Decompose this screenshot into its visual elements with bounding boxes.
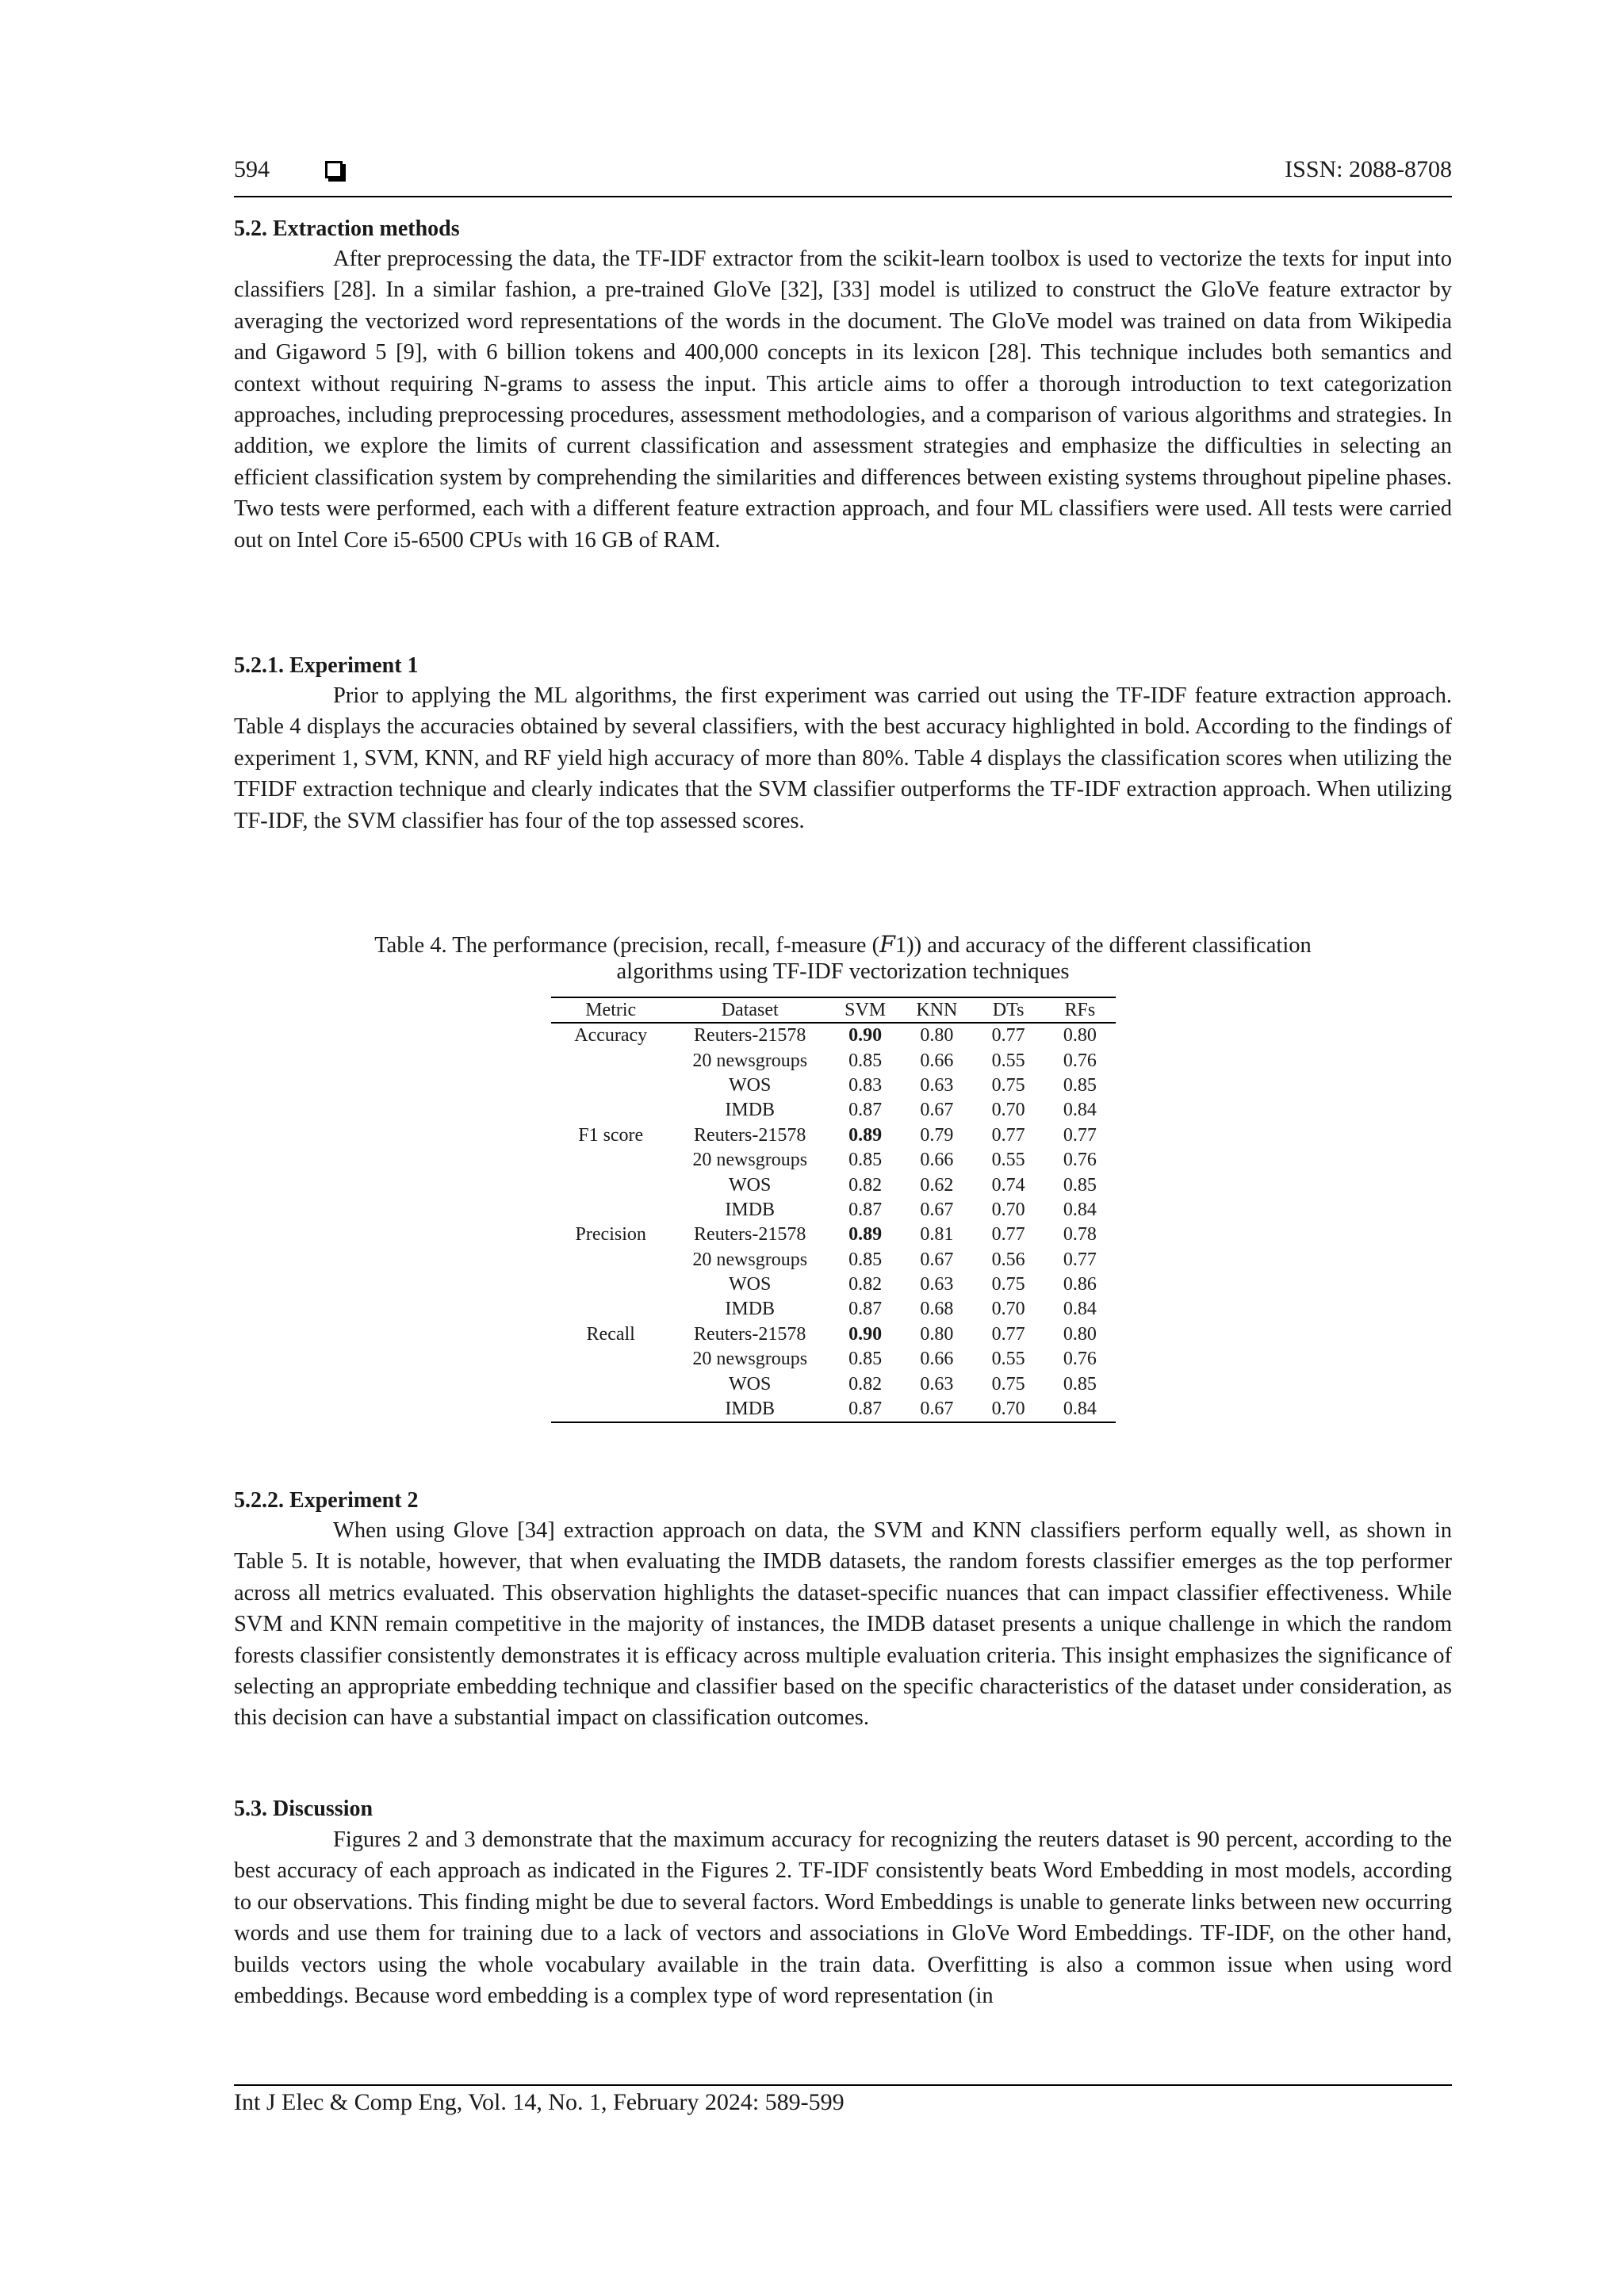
cell-dataset: WOS: [729, 1174, 772, 1196]
cell-rfs: 0.76: [1063, 1050, 1097, 1071]
cell-knn: 0.66: [920, 1050, 954, 1071]
cell-dts: 0.75: [991, 1373, 1025, 1395]
cell-rfs: 0.85: [1063, 1174, 1097, 1196]
cell-dts: 0.77: [991, 1124, 1025, 1146]
cell-dts: 0.77: [991, 1224, 1025, 1246]
cell-rfs: 0.78: [1063, 1224, 1097, 1246]
cell-metric: [551, 1397, 670, 1422]
col-header-dataset: Dataset: [670, 997, 829, 1023]
cell-dataset: WOS: [729, 1373, 772, 1395]
cell-svm: 0.83: [848, 1074, 883, 1096]
cell-svm: 0.87: [848, 1100, 883, 1121]
paragraph-extraction-methods: After preprocessing the data, the TF-IDF extractor from the scikit-learn toolbox is used to vectorize the texts for input into classifiers [28]. In a similar fashion, a pre-trained GloVe [32], [33] model is utilized to construct the GloVe feature extractor by averaging the vectorized word representations of the words in the document. The GloVe model was trained on data from Wikipedia and Gigaword 5 [9], with 6 billion tokens and 400,000 concepts in its lexicon [28]. This technique includes both semantics and context without requiring N-grams to assess the input. This article aims to offer a thorough introduction to text categorization approaches, including preprocessing procedures, assessment methodologies, and a comparison of various algorithms and strategies. In addition, we explore the limits of current classification and assessment strategies and emphasize the difficulties in selecting an efficient classification system by comprehending the similarities and differences between existing systems throughout pipeline phases. Two tests were performed, each with a different feature extraction approach, and four ML classifiers were used. All tests were carried out on Intel Core i5-6500 CPUs with 16 GB of RAM.: [234, 247, 1452, 553]
cell-svm: 0.85: [848, 1050, 883, 1071]
col-header-rfs: RFs: [1044, 997, 1116, 1023]
cell-dts: 0.70: [991, 1199, 1025, 1220]
cell-rfs: 0.86: [1063, 1274, 1097, 1295]
table-caption-line-1: Table 4. The performance (precision, recall, f-measure (𝐹1)) and accuracy of the different classification: [374, 933, 1312, 958]
cell-svm: 0.87: [848, 1199, 883, 1220]
table-row: [551, 1048, 1116, 1073]
cell-dataset: IMDB: [725, 1299, 776, 1320]
page-footer: [234, 2084, 1452, 2116]
cell-dataset: Reuters-21578: [694, 1323, 806, 1345]
table-caption-line-2: algorithms using TF-IDF vectorization techniques: [616, 959, 1070, 984]
cell-dts: 0.56: [991, 1249, 1025, 1270]
cell-metric: [551, 1048, 670, 1073]
table-row: [551, 1223, 1116, 1247]
cell-rfs: 0.80: [1063, 1323, 1097, 1345]
cell-dataset: IMDB: [725, 1100, 776, 1121]
cell-dts: 0.75: [991, 1274, 1025, 1295]
paragraph-experiment-2: When using Glove [34] extraction approach on data, the SVM and KNN classifiers perform equally well, as shown in Table 5. It is notable, however, that when evaluating the IMDB datasets, the random forests classifier emerges as the top performer across all metrics evaluated. This observation highlights the dataset-specific nuances that can impact classifier effectiveness. While SVM and KNN remain competitive in the majority of instances, the IMDB dataset presents a unique challenge in which the random forests classifier consistently demonstrates it is efficacy across multiple evaluation criteria. This insight emphasizes the significance of selecting an appropriate embedding technique and classifier based on the specific characteristics of the dataset under consideration, as this decision can have a substantial impact on classification outcomes.: [234, 1518, 1452, 1731]
section-title-experiment-1: 5.2.1. Experiment 1: [234, 653, 419, 678]
cell-dataset: IMDB: [725, 1199, 776, 1220]
results-table: [551, 997, 1116, 1423]
cell-metric: Accuracy: [574, 1025, 648, 1047]
page-number: 594: [234, 156, 270, 182]
cell-knn: 0.68: [920, 1299, 954, 1320]
cell-knn: 0.79: [920, 1124, 954, 1146]
cell-knn: 0.62: [920, 1174, 954, 1196]
cell-metric: [551, 1297, 670, 1322]
cell-dts: 0.70: [991, 1100, 1025, 1121]
cell-metric: [551, 1372, 670, 1396]
table-body: [551, 1023, 1116, 1422]
cell-metric: [551, 1347, 670, 1372]
cell-svm: 0.85: [848, 1249, 883, 1270]
cell-dataset: 20 newsgroups: [692, 1249, 808, 1270]
cell-rfs: 0.76: [1063, 1349, 1097, 1370]
table-row: [551, 1073, 1116, 1098]
cell-knn: 0.66: [920, 1150, 954, 1171]
section-title-extraction-methods: 5.2. Extraction methods: [234, 216, 460, 241]
cell-metric: Precision: [575, 1224, 646, 1246]
cell-metric: [551, 1272, 670, 1297]
cell-metric: [551, 1248, 670, 1272]
table-row: [551, 1148, 1116, 1173]
cell-dts: 0.74: [991, 1174, 1025, 1196]
cell-svm: 0.89: [848, 1124, 883, 1146]
section-title-discussion: 5.3. Discussion: [234, 1797, 373, 1821]
table-caption: [234, 930, 1452, 987]
cell-rfs: 0.77: [1063, 1249, 1097, 1270]
table-row: [551, 1248, 1116, 1272]
cell-knn: 0.67: [901, 1397, 972, 1422]
square-box-icon: [325, 161, 343, 178]
cell-rfs: 0.80: [1063, 1025, 1097, 1047]
cell-knn: 0.80: [920, 1025, 954, 1047]
page-header: [234, 155, 1452, 197]
cell-metric: [551, 1198, 670, 1223]
cell-dataset: Reuters-21578: [694, 1025, 806, 1047]
cell-dts: 0.55: [991, 1349, 1025, 1370]
cell-dataset: WOS: [729, 1274, 772, 1295]
cell-svm: 0.82: [848, 1373, 883, 1395]
cell-metric: [551, 1173, 670, 1197]
cell-rfs: 0.76: [1063, 1150, 1097, 1171]
cell-dts: 0.55: [991, 1150, 1025, 1171]
cell-knn: 0.63: [920, 1074, 954, 1096]
cell-dataset: 20 newsgroups: [692, 1349, 808, 1370]
cell-metric: F1 score: [578, 1124, 644, 1146]
cell-knn: 0.66: [920, 1349, 954, 1370]
table-row: [551, 1322, 1116, 1347]
cell-dts: 0.77: [991, 1025, 1025, 1047]
cell-dts: 0.77: [991, 1323, 1025, 1345]
paragraph-discussion: Figures 2 and 3 demonstrate that the maximum accuracy for recognizing the reuters dataset is 90 percent, according to the best accuracy of each approach as indicated in the Figures 2. TF-IDF consistently beats Word Embedding in most models, according to our observations. This finding might be due to several factors. Word Embeddings is unable to generate links between new occurring words and use them for training due to a lack of vectors and associations in GloVe Word Embeddings. TF-IDF, on the other hand, builds vectors using the whole vocabulary available in the train data. Overfitting is also a common issue when using word embeddings. Because word embedding is a complex type of word representation (in: [234, 1827, 1452, 2009]
table-row: [551, 1272, 1116, 1297]
col-header-dts: DTs: [972, 997, 1044, 1023]
table-row: [551, 1173, 1116, 1197]
cell-dataset: 20 newsgroups: [692, 1050, 808, 1071]
cell-svm: 0.85: [848, 1349, 883, 1370]
cell-rfs: 0.84: [1063, 1100, 1097, 1121]
cell-knn: 0.63: [920, 1274, 954, 1295]
cell-rfs: 0.84: [1063, 1199, 1097, 1220]
table-row: [551, 1123, 1116, 1148]
cell-metric: Recall: [586, 1323, 635, 1345]
table-row: [551, 1098, 1116, 1123]
cell-rfs: 0.84: [1044, 1397, 1116, 1422]
col-header-svm: SVM: [829, 997, 901, 1023]
cell-dataset: Reuters-21578: [694, 1124, 806, 1146]
cell-dataset: IMDB: [670, 1397, 829, 1422]
cell-svm: 0.85: [848, 1150, 883, 1171]
table-row: [551, 1397, 1116, 1422]
table-row: [551, 1372, 1116, 1396]
footer-citation: Int J Elec & Comp Eng, Vol. 14, No. 1, February 2024: 589-599: [234, 2089, 845, 2115]
table-row: [551, 1023, 1116, 1048]
col-header-metric: Metric: [551, 997, 670, 1023]
table-row: [551, 1198, 1116, 1223]
cell-dataset: 20 newsgroups: [692, 1150, 808, 1171]
section-title-experiment-2: 5.2.2. Experiment 2: [234, 1488, 419, 1513]
page: [234, 155, 1452, 2200]
cell-rfs: 0.77: [1063, 1124, 1097, 1146]
cell-rfs: 0.85: [1063, 1074, 1097, 1096]
cell-rfs: 0.84: [1063, 1299, 1097, 1320]
cell-knn: 0.81: [920, 1224, 954, 1246]
cell-dataset: WOS: [729, 1074, 772, 1096]
cell-metric: [551, 1148, 670, 1173]
cell-svm: 0.87: [848, 1299, 883, 1320]
cell-metric: [551, 1098, 670, 1123]
cell-svm: 0.87: [829, 1397, 901, 1422]
cell-dts: 0.75: [991, 1074, 1025, 1096]
cell-dts: 0.55: [991, 1050, 1025, 1071]
cell-svm: 0.90: [848, 1025, 883, 1047]
cell-svm: 0.90: [848, 1323, 883, 1345]
issn-label: ISSN: 2088-8708: [1285, 156, 1452, 182]
cell-svm: 0.89: [848, 1224, 883, 1246]
cell-dataset: Reuters-21578: [694, 1224, 806, 1246]
col-header-knn: KNN: [901, 997, 972, 1023]
cell-dts: 0.70: [972, 1397, 1044, 1422]
table-row: [551, 1347, 1116, 1372]
cell-svm: 0.82: [848, 1274, 883, 1295]
cell-knn: 0.80: [920, 1323, 954, 1345]
paragraph-experiment-1: Prior to applying the ML algorithms, the first experiment was carried out using the TF-IDF feature extraction approach. Table 4 displays the accuracies obtained by several classifiers, with the best accuracy highlighted in bold. According to the findings of experiment 1, SVM, KNN, and RF yield high accuracy of more than 80%. Table 4 displays the classification scores when utilizing the TFIDF extraction technique and clearly indicates that the SVM classifier outperforms the TF-IDF extraction approach. When utilizing TF-IDF, the SVM classifier has four of the top assessed scores.: [234, 683, 1452, 833]
table-header-row: [551, 997, 1116, 1023]
cell-dts: 0.70: [991, 1299, 1025, 1320]
cell-knn: 0.67: [920, 1249, 954, 1270]
cell-knn: 0.67: [920, 1199, 954, 1220]
cell-knn: 0.67: [920, 1100, 954, 1121]
cell-svm: 0.82: [848, 1174, 883, 1196]
table-row: [551, 1297, 1116, 1322]
cell-knn: 0.63: [920, 1373, 954, 1395]
cell-metric: [551, 1073, 670, 1098]
cell-rfs: 0.85: [1063, 1373, 1097, 1395]
